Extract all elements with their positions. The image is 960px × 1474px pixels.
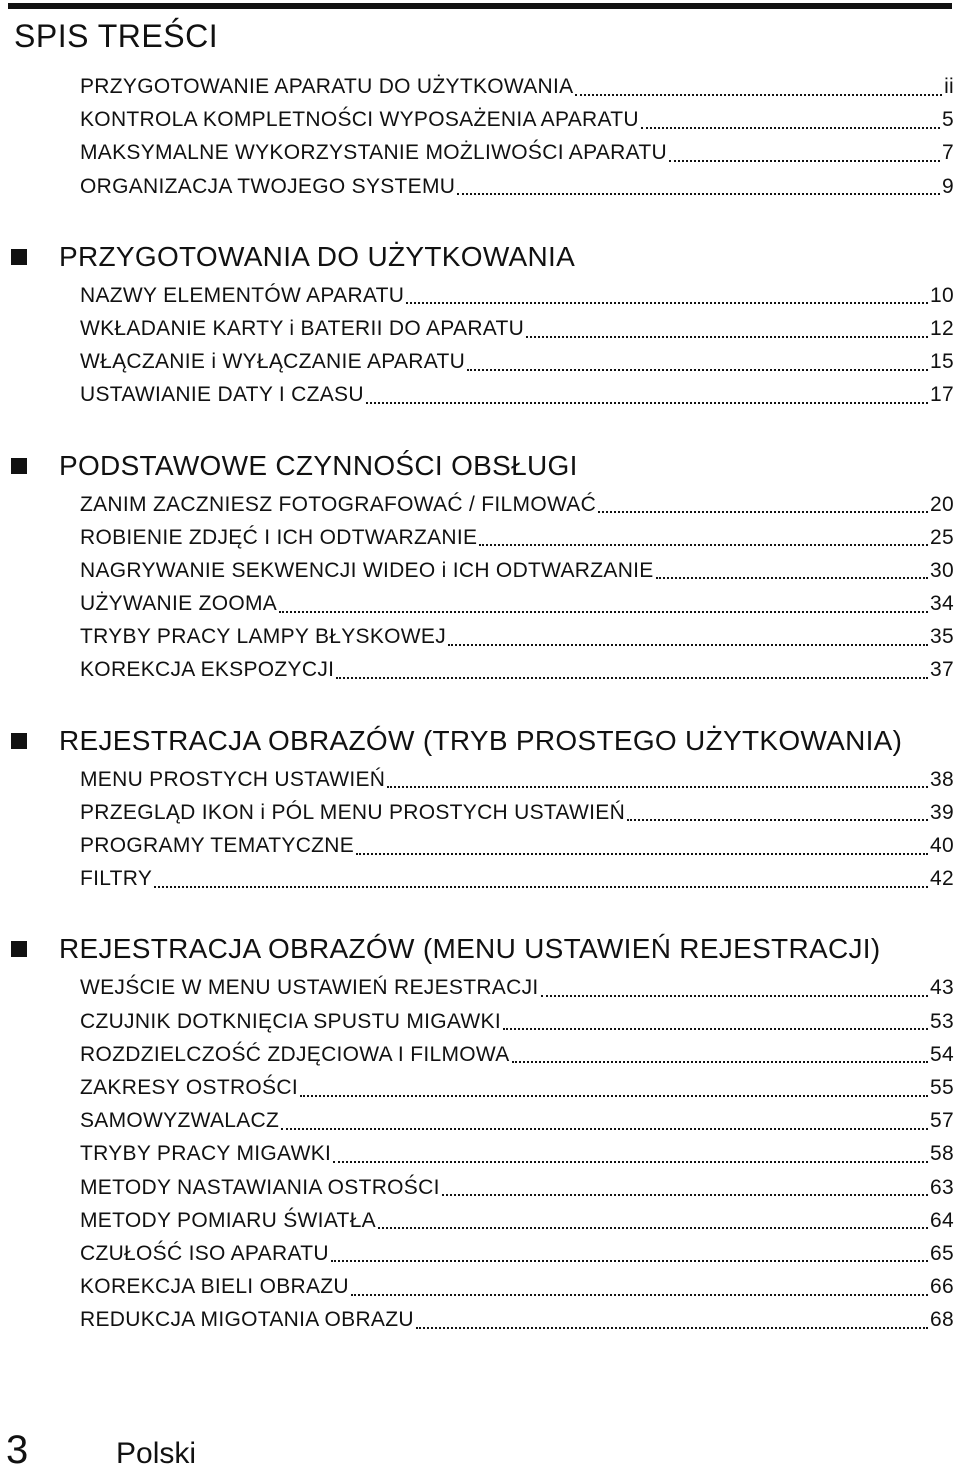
- toc-entry-page: 65: [930, 1241, 954, 1265]
- square-bullet-icon: [11, 733, 27, 749]
- toc-entry-page: 55: [930, 1075, 954, 1099]
- toc-entry[interactable]: [80, 862, 954, 895]
- dot-leader: [281, 1128, 928, 1130]
- toc-entry[interactable]: [80, 620, 954, 653]
- toc-entry-page: 5: [942, 108, 954, 132]
- toc-entry-label: ROZDZIELCZOŚĆ ZDJĘCIOWA I FILMOWA: [80, 1042, 510, 1066]
- top-rule: [8, 3, 952, 9]
- toc-entry-label: WKŁADANIE KARTY i BATERII DO APARATU: [80, 316, 525, 340]
- table-of-contents: [0, 70, 960, 1368]
- dot-leader: [541, 995, 929, 997]
- dot-leader: [448, 644, 928, 646]
- toc-entry-page: 40: [930, 834, 954, 857]
- toc-entry-label: ZANIM ZACZNIESZ FOTOGRAFOWAĆ / FILMOWAĆ: [80, 492, 597, 516]
- toc-entry[interactable]: [80, 312, 954, 345]
- toc-entry[interactable]: [80, 1104, 954, 1137]
- dot-leader: [503, 1028, 928, 1030]
- dot-leader: [512, 1061, 929, 1063]
- toc-entry-page: 43: [930, 976, 954, 1000]
- toc-entry[interactable]: [80, 763, 954, 796]
- toc-entry[interactable]: [80, 488, 954, 521]
- section-heading[interactable]: [0, 927, 960, 971]
- toc-sections: [0, 235, 960, 1337]
- toc-entry[interactable]: [80, 521, 954, 554]
- toc-entry-label: PRZYGOTOWANIE APARATU DO UŻYTKOWANIA: [80, 75, 574, 98]
- toc-entry-label: NAGRYWANIE SEKWENCJI WIDEO i ICH ODTWARZANIE: [80, 558, 654, 582]
- toc-entry[interactable]: [80, 1038, 954, 1071]
- toc-entry-page: 25: [930, 525, 954, 549]
- toc-entry-page: 42: [930, 867, 954, 891]
- toc-entry[interactable]: [80, 971, 954, 1004]
- toc-section: [0, 444, 960, 687]
- toc-entry-label: ORGANIZACJA TWOJEGO SYSTEMU: [80, 174, 456, 198]
- dot-leader: [356, 853, 928, 855]
- section-title: REJESTRACJA OBRAZÓW (TRYB PROSTEGO UŻYTKOWANIA): [59, 724, 903, 756]
- dot-leader: [641, 127, 940, 129]
- section-title: PODSTAWOWE CZYNNOŚCI OBSŁUGI: [59, 449, 578, 481]
- dot-leader: [479, 544, 928, 546]
- dot-leader: [366, 402, 928, 404]
- toc-entry-page: 37: [930, 658, 954, 682]
- toc-entry-page: 34: [930, 592, 954, 616]
- toc-entry-label: UŻYWANIE ZOOMA: [80, 592, 278, 616]
- page-title: SPIS TREŚCI: [14, 18, 219, 54]
- dot-leader: [575, 94, 942, 96]
- toc-entry[interactable]: [80, 653, 954, 686]
- toc-entry-page: ii: [944, 75, 954, 98]
- toc-entry[interactable]: [80, 829, 954, 862]
- toc-entry[interactable]: [80, 587, 954, 620]
- toc-entry[interactable]: [80, 345, 954, 378]
- toc-entry-page: 15: [930, 350, 954, 374]
- toc-entry-label: ZAKRESY OSTROŚCI: [80, 1075, 298, 1099]
- dot-leader: [333, 1161, 928, 1163]
- footer-language: Polski: [116, 1437, 197, 1470]
- toc-entry-label: PRZEGLĄD IKON i PÓL MENU PROSTYCH USTAWIEŃ: [80, 800, 626, 824]
- toc-entry-page: 57: [930, 1109, 954, 1133]
- toc-entry-label: REDUKCJA MIGOTANIA OBRAZU: [80, 1308, 414, 1332]
- toc-entry-label: WEJŚCIE W MENU USTAWIEŃ REJESTRACJI: [80, 976, 539, 1000]
- toc-entry-page: 64: [930, 1208, 954, 1232]
- toc-entry-label: PROGRAMY TEMATYCZNE: [80, 834, 355, 857]
- section-heading[interactable]: [0, 444, 960, 488]
- dot-leader: [279, 611, 928, 613]
- toc-entry-label: KONTROLA KOMPLETNOŚCI WYPOSAŻENIA APARATU: [80, 108, 639, 132]
- toc-entry-page: 35: [930, 625, 954, 649]
- dot-leader: [378, 1227, 928, 1229]
- dot-leader: [467, 369, 928, 371]
- square-bullet-icon: [11, 249, 27, 265]
- intro-entries: [0, 70, 960, 203]
- toc-entry-label: USTAWIANIE DATY I CZASU: [80, 383, 364, 407]
- toc-entry[interactable]: [80, 1204, 954, 1237]
- toc-entry-page: 30: [930, 558, 954, 582]
- toc-entry[interactable]: [80, 70, 954, 103]
- toc-entry[interactable]: [80, 1071, 954, 1104]
- toc-entry[interactable]: [80, 279, 954, 312]
- dot-leader: [336, 677, 928, 679]
- toc-entry[interactable]: [80, 1303, 954, 1336]
- toc-entry-label: ROBIENIE ZDJĘĆ I ICH ODTWARZANIE: [80, 525, 478, 549]
- section-heading[interactable]: [0, 719, 960, 763]
- toc-entry-label: KOREKCJA BIELI OBRAZU: [80, 1275, 349, 1299]
- square-bullet-icon: [11, 458, 27, 474]
- toc-entry-label: METODY POMIARU ŚWIATŁA: [80, 1208, 376, 1232]
- toc-entry[interactable]: [80, 1137, 954, 1170]
- toc-entry-page: 7: [942, 141, 954, 165]
- dot-leader: [457, 193, 940, 195]
- toc-entry-page: 68: [930, 1308, 954, 1332]
- dot-leader: [154, 886, 928, 888]
- section-title: PRZYGOTOWANIA DO UŻYTKOWANIA: [59, 240, 576, 272]
- toc-entry-label: MAKSYMALNE WYKORZYSTANIE MOŻLIWOŚCI APARATU: [80, 141, 667, 165]
- toc-entry[interactable]: [80, 136, 954, 169]
- toc-entry[interactable]: [80, 1171, 954, 1204]
- dot-leader: [627, 819, 928, 821]
- toc-entry-page: 38: [930, 767, 954, 791]
- dot-leader: [526, 336, 928, 338]
- toc-entry-page: 12: [930, 316, 954, 340]
- toc-entry-page: 9: [942, 174, 954, 198]
- dot-leader: [300, 1095, 928, 1097]
- toc-entry-page: 39: [930, 800, 954, 824]
- toc-entry[interactable]: [80, 796, 954, 829]
- dot-leader: [442, 1194, 928, 1196]
- toc-entry[interactable]: [80, 1270, 954, 1303]
- toc-section: [0, 235, 960, 412]
- dot-leader: [669, 160, 940, 162]
- section-heading[interactable]: [0, 235, 960, 279]
- toc-entry-label: WŁĄCZANIE i WYŁĄCZANIE APARATU: [80, 350, 466, 374]
- toc-entry[interactable]: [80, 1237, 954, 1270]
- toc-entry-page: 17: [930, 383, 954, 407]
- toc-entry-label: MENU PROSTYCH USTAWIEŃ: [80, 767, 386, 791]
- toc-entry-label: TRYBY PRACY LAMPY BŁYSKOWEJ: [80, 625, 447, 649]
- dot-leader: [406, 302, 928, 304]
- toc-entry-label: SAMOWYZWALACZ: [80, 1109, 280, 1133]
- toc-entry-page: 20: [930, 492, 954, 516]
- toc-entry-label: CZUŁOŚĆ ISO APARATU: [80, 1241, 329, 1265]
- toc-entry-label: FILTRY: [80, 867, 153, 891]
- toc-section: [0, 927, 960, 1336]
- toc-entry-page: 54: [930, 1042, 954, 1066]
- toc-entry-page: 58: [930, 1142, 954, 1166]
- dot-leader: [598, 511, 928, 513]
- toc-entry-label: NAZWY ELEMENTÓW APARATU: [80, 283, 405, 307]
- toc-entry-label: KOREKCJA EKSPOZYCJI: [80, 658, 335, 682]
- toc-entry[interactable]: [80, 1005, 954, 1038]
- toc-entry-label: METODY NASTAWIANIA OSTROŚCI: [80, 1175, 440, 1199]
- dot-leader: [387, 786, 928, 788]
- toc-section: [0, 719, 960, 896]
- toc-entry-page: 66: [930, 1275, 954, 1299]
- dot-leader: [351, 1294, 928, 1296]
- toc-entry[interactable]: [80, 103, 954, 136]
- toc-entry-page: 10: [930, 283, 954, 307]
- toc-entry-label: CZUJNIK DOTKNIĘCIA SPUSTU MIGAWKI: [80, 1009, 501, 1033]
- dot-leader: [656, 577, 928, 579]
- dot-leader: [331, 1260, 928, 1262]
- square-bullet-icon: [11, 941, 27, 957]
- toc-entry-page: 53: [930, 1009, 954, 1033]
- toc-entry-page: 63: [930, 1175, 954, 1199]
- footer-page-number: 3: [6, 1428, 29, 1472]
- toc-entry[interactable]: [80, 378, 954, 411]
- dot-leader: [416, 1327, 928, 1329]
- section-title: REJESTRACJA OBRAZÓW (MENU USTAWIEŃ REJESTRACJI): [59, 933, 881, 965]
- toc-entry-label: TRYBY PRACY MIGAWKI: [80, 1142, 332, 1166]
- toc-entry[interactable]: [80, 554, 954, 587]
- toc-entry[interactable]: [80, 170, 954, 203]
